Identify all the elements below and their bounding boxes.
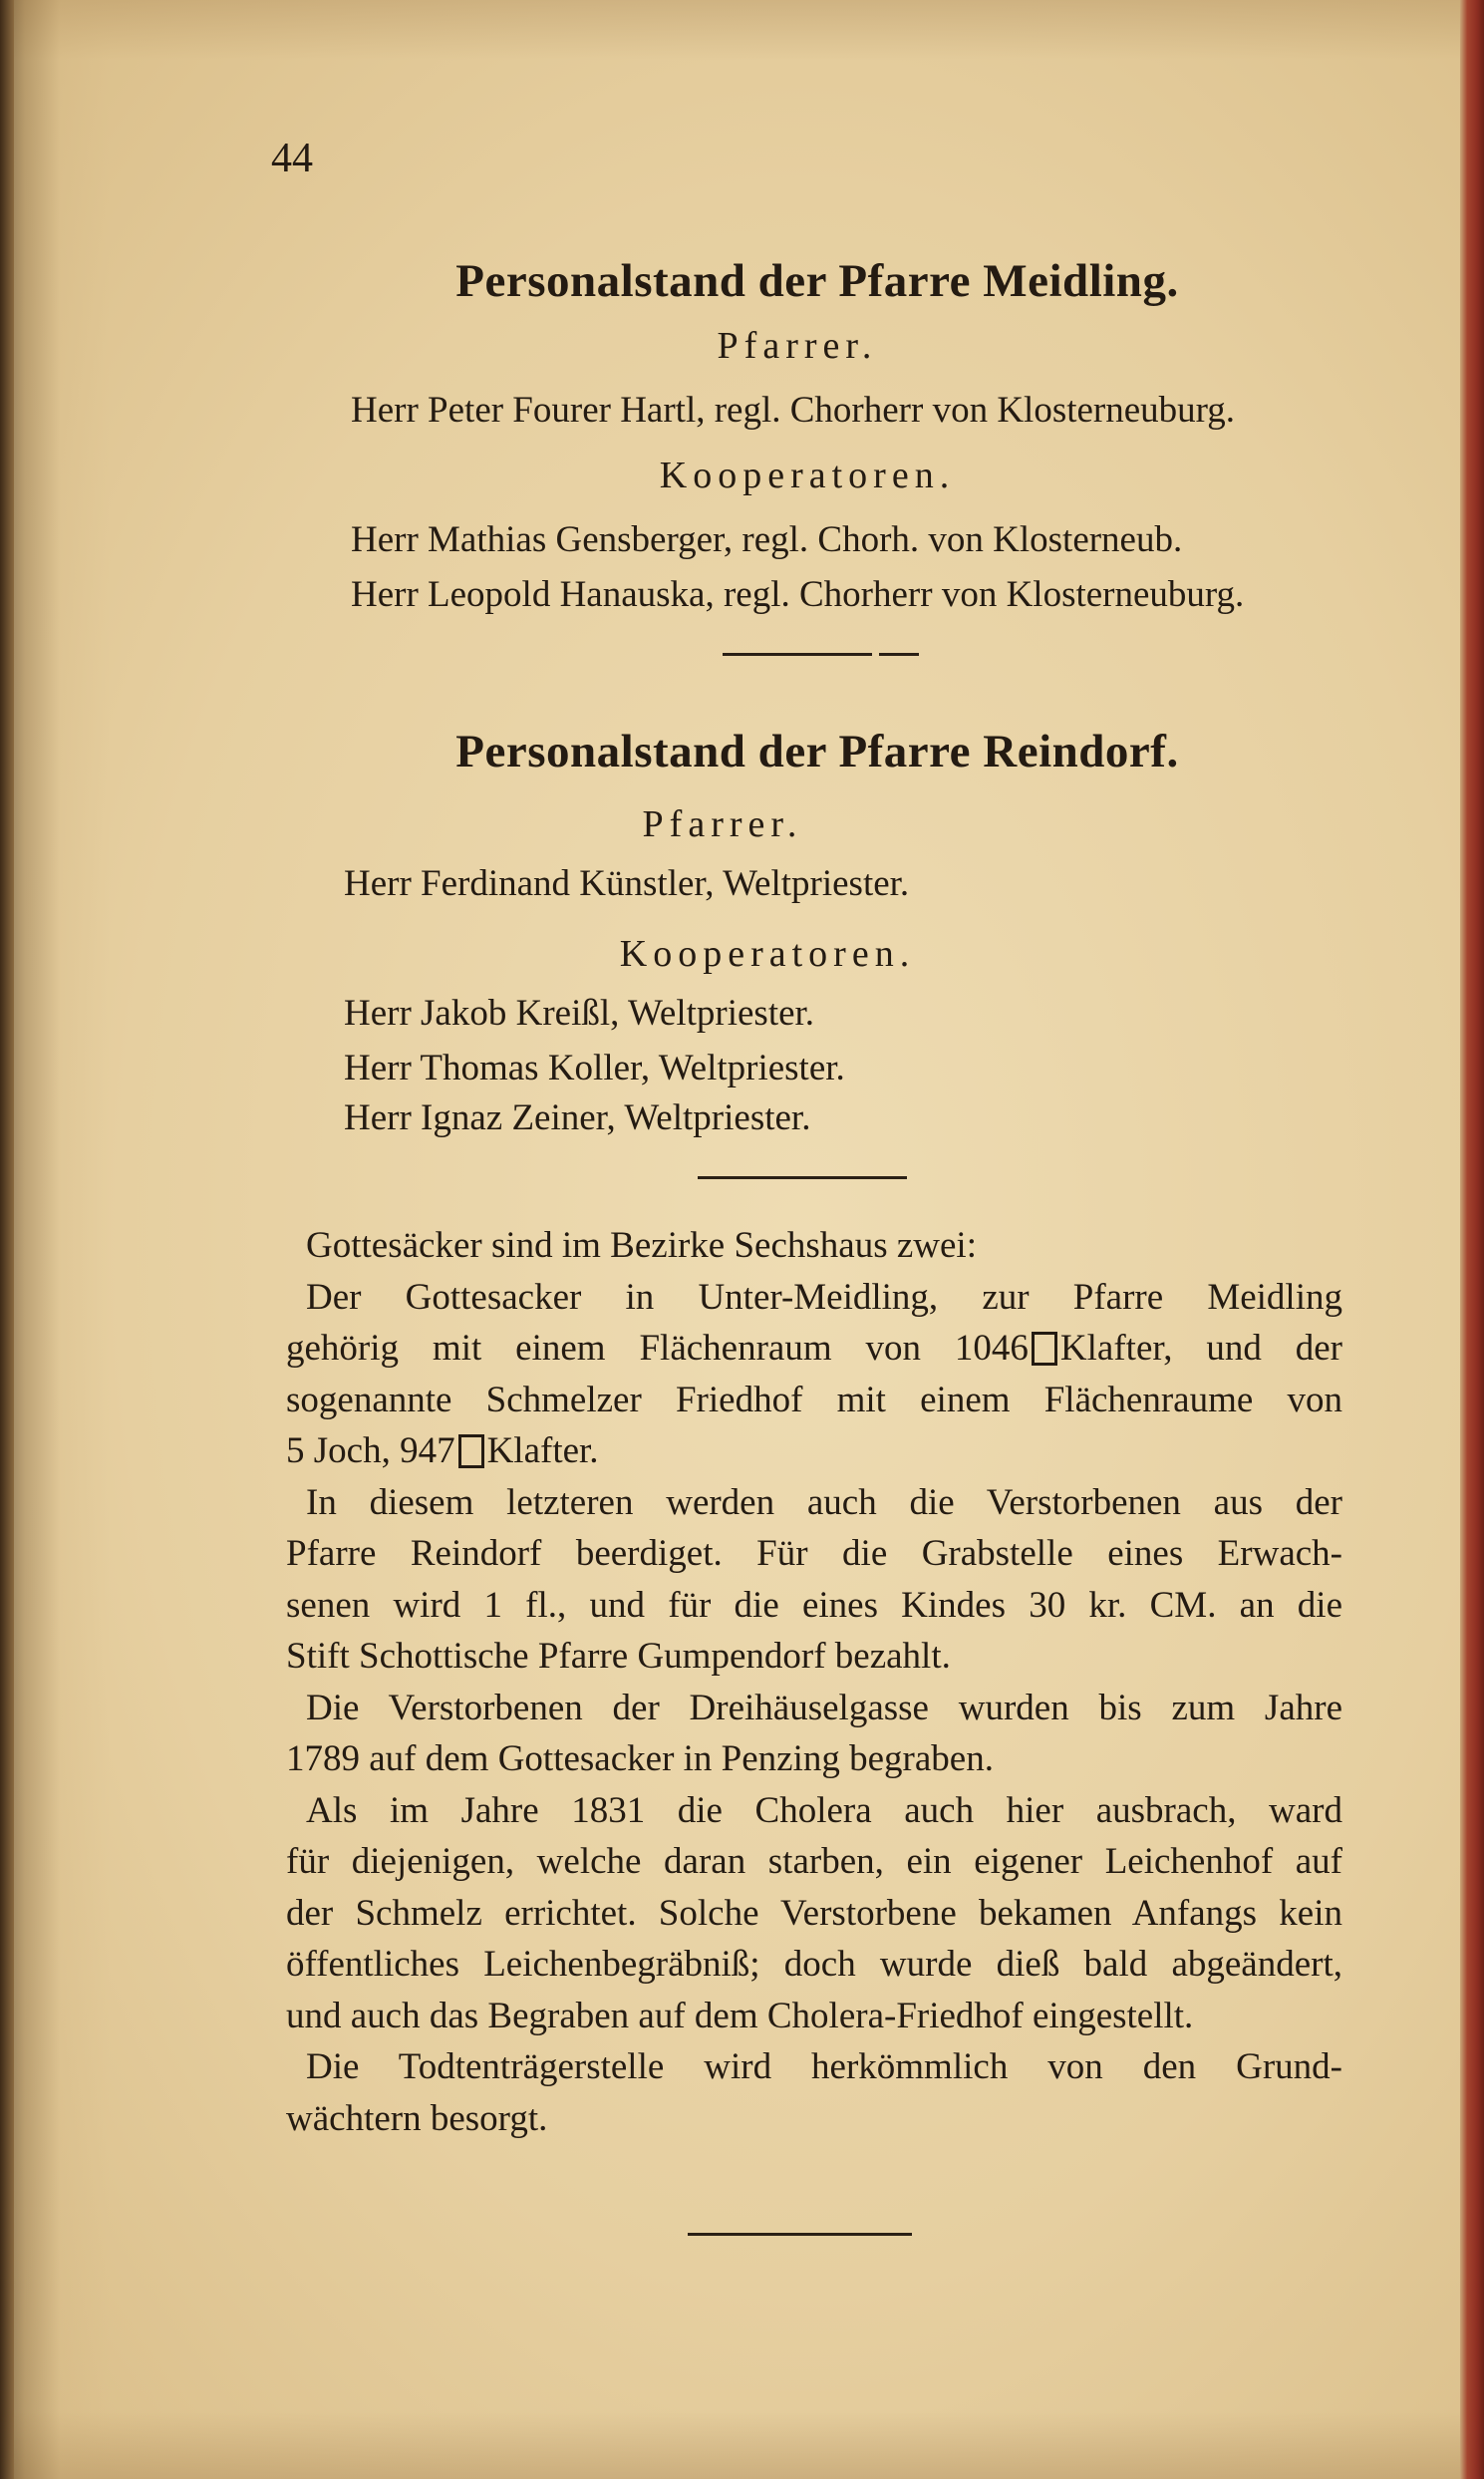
paragraph-line: Als im Jahre 1831 die Cholera auch hier ausbrach, ward bbox=[306, 1790, 1342, 1831]
line-text: 5 Joch, 947 bbox=[286, 1430, 455, 1471]
page-number: 44 bbox=[271, 136, 313, 181]
paragraph-line: Gottesäcker sind im Bezirke Sechshaus zwei: bbox=[306, 1225, 977, 1266]
paragraph-line bbox=[286, 1429, 1342, 1473]
kooperatoren-label: Kooperatoren. bbox=[659, 455, 956, 496]
paragraph-line: sogenannte Schmelzer Friedhof mit einem Flächenraume von bbox=[286, 1380, 1342, 1420]
paragraph-line: Der Gottesacker in Unter-Meidling, zur Pfarre Meidling bbox=[306, 1277, 1342, 1318]
paragraph-line: wächtern besorgt. bbox=[286, 2098, 548, 2139]
divider bbox=[688, 2233, 912, 2236]
paragraph-line: In diesem letzteren werden auch die Verstorbenen aus der bbox=[306, 1482, 1342, 1523]
paragraph-line: und auch das Begraben auf dem Cholera-Friedhof eingestellt. bbox=[286, 1996, 1194, 2036]
pfarrer-entry: Herr Ferdinand Künstler, Weltpriester. bbox=[344, 863, 910, 904]
section-heading-reindorf: Personalstand der Pfarre Reindorf. bbox=[455, 726, 1179, 777]
paragraph-line: senen wird 1 fl., und für die eines Kindes 30 kr. CM. an die bbox=[286, 1585, 1342, 1626]
divider bbox=[723, 653, 872, 656]
line-text: gehörig mit einem Flächenraum von 1046 bbox=[286, 1328, 1029, 1369]
square-klafter-symbol bbox=[1032, 1332, 1057, 1366]
kooperatoren-label: Kooperatoren. bbox=[619, 933, 916, 975]
divider bbox=[879, 653, 919, 656]
paragraph-line: Stift Schottische Pfarre Gumpendorf bezahlt. bbox=[286, 1636, 951, 1677]
book-gutter bbox=[0, 0, 14, 2479]
pfarrer-label: Pfarrer. bbox=[717, 325, 878, 367]
square-klafter-symbol bbox=[458, 1434, 484, 1468]
kooperator-entry: Herr Thomas Koller, Weltpriester. bbox=[344, 1048, 845, 1088]
paragraph-line: für diejenigen, welche daran starben, ein eigener Leichenhof auf bbox=[286, 1841, 1342, 1882]
kooperator-entry: Herr Mathias Gensberger, regl. Chorh. von Klosterneub. bbox=[351, 519, 1183, 560]
paragraph-line: öffentliches Leichenbegräbniß; doch wurde dieß bald abgeändert, bbox=[286, 1944, 1342, 1985]
book-edge bbox=[1460, 0, 1484, 2479]
kooperator-entry: Herr Ignaz Zeiner, Weltpriester. bbox=[344, 1097, 811, 1138]
pfarrer-label: Pfarrer. bbox=[642, 803, 803, 845]
divider bbox=[698, 1176, 907, 1179]
kooperator-entry: Herr Leopold Hanauska, regl. Chorherr von Klosterneuburg. bbox=[351, 574, 1245, 615]
paragraph-line bbox=[286, 1327, 1342, 1371]
paragraph-line: der Schmelz errichtet. Solche Verstorbene bekamen Anfangs kein bbox=[286, 1893, 1342, 1934]
section-heading-meidling: Personalstand der Pfarre Meidling. bbox=[455, 255, 1179, 307]
pfarrer-entry: Herr Peter Fourer Hartl, regl. Chorherr von Klosterneuburg. bbox=[351, 390, 1236, 431]
line-text: Klafter. bbox=[486, 1430, 599, 1471]
line-text: Klafter, und der bbox=[1059, 1328, 1343, 1369]
paragraph-line: 1789 auf dem Gottesacker in Penzing begraben. bbox=[286, 1738, 994, 1779]
kooperator-entry: Herr Jakob Kreißl, Weltpriester. bbox=[344, 993, 815, 1034]
paragraph-line: Die Verstorbenen der Dreihäuselgasse wurden bis zum Jahre bbox=[306, 1688, 1342, 1728]
paragraph-line: Die Todtenträgerstelle wird herkömmlich von den Grund- bbox=[306, 2046, 1342, 2087]
paragraph-line: Pfarre Reindorf beerdiget. Für die Grabstelle eines Erwach- bbox=[286, 1533, 1342, 1574]
